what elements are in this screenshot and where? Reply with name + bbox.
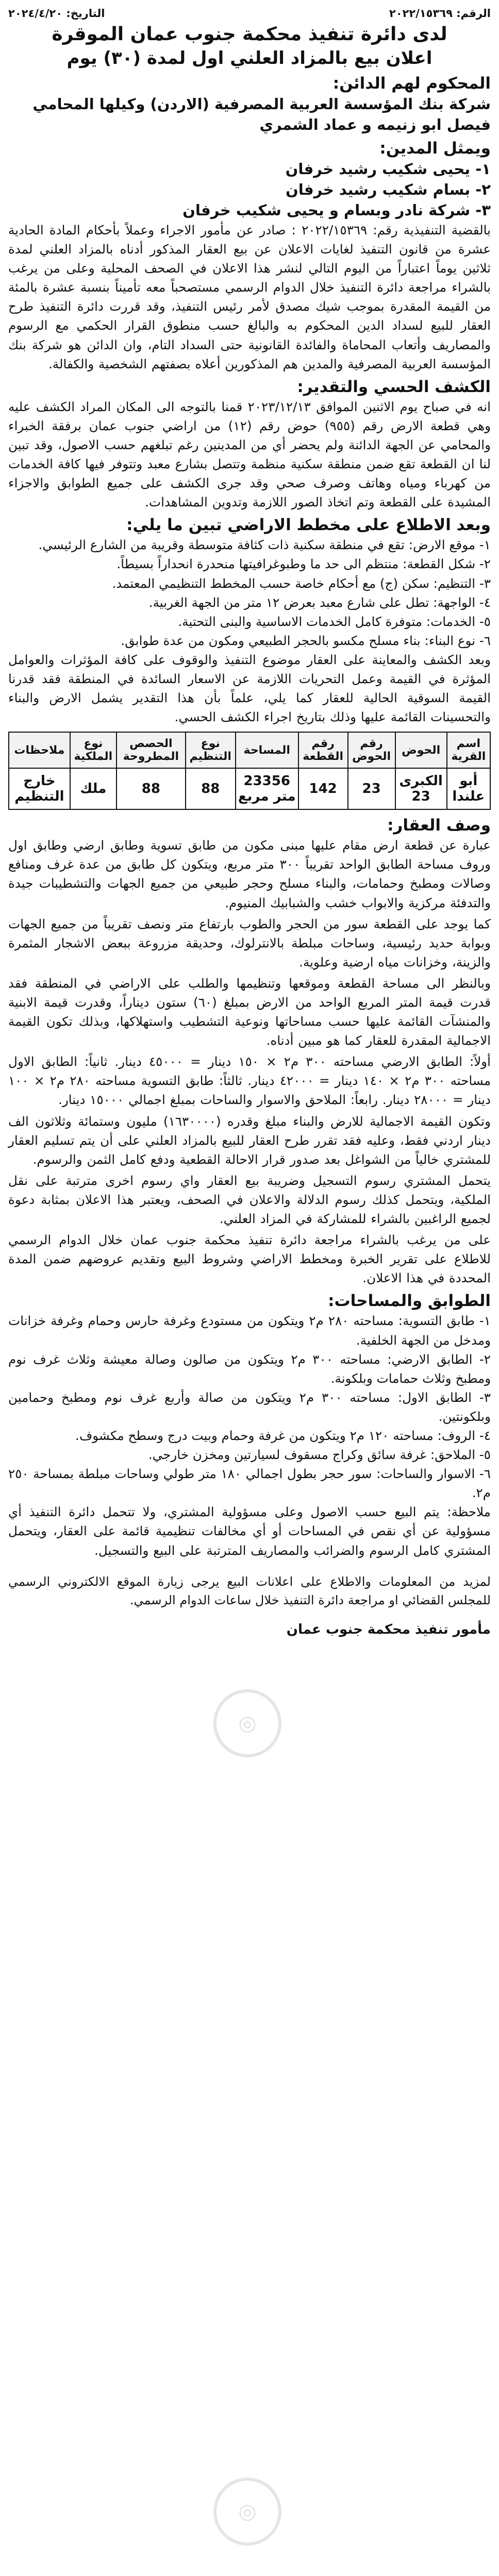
list-item: ٢- الطابق الارضي: مساحته ٣٠٠ م٢ ويتكون من صالون وصالة معيشة وثلاث غرف نوم ومطبخ وثلاث حمامات وبلكونة. bbox=[8, 1351, 491, 1386]
cell-zoning: 88 bbox=[186, 768, 236, 809]
cell-basin: الكبرى 23 bbox=[395, 768, 447, 809]
list-item: ٣- الطابق الاول: مساحته ٣٠٠ م٢ ويتكون من صالة وأربع غرف نوم ومطبخ وحمامين وبلكونتين. bbox=[8, 1389, 491, 1424]
col-ownership: نوع الملكية bbox=[70, 732, 117, 768]
list-item: ٥- الملاحق: غرفة سائق وكراج مسقوف لسيارتين ومخزن خارجي. bbox=[148, 1447, 491, 1463]
description-paragraph: كما يوجد على القطعة سور من الحجر والطوب بارتفاع متر ونصف تقريباً من جميع الجهات وبوابة حديد رئيسية، وساحات مبلطة بالانترلوك، وحديقة مزروعة ببعض الاشجار المثمرة والزينة، وخزانات مياه ارضية وعلوية. bbox=[8, 916, 491, 970]
findings-title: وبعد الاطلاع على مخطط الاراضي تبين ما يلي: bbox=[126, 516, 491, 535]
col-area: المساحة bbox=[236, 732, 298, 768]
cell-ownership: ملك bbox=[70, 768, 117, 809]
list-item: ١- طابق التسوية: مساحته ٢٨٠ م٢ ويتكون من مستودع وغرفة حارس وحمام وغرفة خزانات ومدخل من الجهة الخلفية. bbox=[8, 1313, 491, 1348]
schedule-list bbox=[8, 1311, 491, 1502]
reference-line bbox=[8, 7, 491, 20]
cell-parcel-no: 142 bbox=[298, 768, 348, 809]
watermark-ring-icon: ◎ bbox=[213, 1689, 281, 1757]
creditor-name: شركة بنك المؤسسة العربية المصرفية (الاردن) وكيلها المحامي فيصل ابو زنيمه و عماد الشمري bbox=[32, 95, 491, 133]
col-zoning: نوع التنظيم bbox=[186, 732, 236, 768]
notice-title: اعلان بيع بالمزاد العلني اول لمدة (٣٠) يوم bbox=[66, 48, 433, 69]
list-item: ٥- الخدمات: متوفرة كامل الخدمات الاساسية والبنى التحتية. bbox=[178, 614, 491, 629]
cell-area: 23356 متر مربع bbox=[236, 768, 298, 809]
valuation-note: وبعد الكشف والمعاينة على العقار موضوع التنفيذ والوقوف على كافة المؤثرات والعوامل المؤثرة في القيمة وعمل التحريات اللازمة عن الاسعار السائدة في المنطقة فقد قدرنا القيمة السوقية الحالية للعقار كما يلي، علماً بأن هذا التقدير يشمل الارض والبناء والتحسينات القائمة عليها وذلك بتاريخ اجراء الكشف الحسي. bbox=[8, 652, 491, 725]
debtor-3: ٣- شركة نادر وبسام و يحيى شكيب خرفان bbox=[182, 201, 491, 219]
watermark-ring-icon: ◎ bbox=[213, 2478, 281, 2546]
inspection-title: الكشف الحسي والتقدير: bbox=[297, 377, 491, 396]
closing-note: ملاحظة: يتم البيع حسب الاصول وعلى مسؤولية المشتري، ولا تتحمل دائرة التنفيذ أي مسؤولية عن أي نقص في المساحات أو أي مخالفات تنظيمية قائمة على العقار، ويتحمل المشتري كامل الرسوم والضرائب والمصاريف المترتبة على البيع والتسجيل. bbox=[8, 1504, 491, 1558]
list-item: ٤- الروف: مساحته ١٢٠ م٢ ويتكون من غرفة وحمام وبيت درج وسطح مكشوف. bbox=[75, 1428, 491, 1443]
parcel-table bbox=[8, 732, 491, 810]
notice-date: التاريخ: ٢٠٢٤/٤/٢٠ bbox=[8, 7, 105, 20]
inspection-paragraph: انه في صباح يوم الاثنين الموافق ٢٠٢٣/١٢/١٣ قمنا بالتوجه الى المكان المراد الكشف عليه وهي قطعة الارض رقم (٩٥٥) حوض رقم (١٢) من اراضي جنوب عمان برفقة الخبراء والمحامي عن الجهة الدائنة ولم يحضر أي من المدينين رغم تبلغهم حسب الاصول، وقد تبين لنا ان القطعة تقع ضمن منطقة سكنية منظمة وتتصل بشارع معبد وتتوفر فيها كافة الخدمات من كهرباء ومياه وهاتف وصرف صحي وقد جرى الكشف على جميع الطوابق والاجزاء المشيدة على القطعة وتم اتخاذ الصور اللازمة وتدوين المشاهدات. bbox=[8, 399, 491, 510]
table-header-row bbox=[9, 732, 490, 768]
description-title: وصف العقار: bbox=[387, 816, 491, 835]
cell-shares: 88 bbox=[117, 768, 186, 809]
intro-paragraph: بالقضية التنفيذية رقم: ٢٠٢٢/١٥٣٦٩ : صادر عن مأمور الاجراء وعملاً بأحكام المادة الحادية عشرة من قانون التنفيذ لغايات الاعلان عن بيع العقار المذكور أدناه بالمزاد العلني لمدة ثلاثين يوماً اعتباراً من اليوم التالي لنشر هذا الاعلان في الصحف المحلية وعلى من يرغب بالشراء مراجعة دائرة التنفيذ خلال الدوام الرسمي مستصحباً معه تأميناً بنسبة عشرة بالمئة من القيمة المقدرة بموجب شيك مصدق لأمر رئيس التنفيذ، وقد قررت دائرة التنفيذ طرح العقار للبيع لسداد الدين المحكوم به والبالغ حسب منطوق القرار الحكمي مع الرسوم والمصاريف وأتعاب المحاماة والفائدة القانونية حتى السداد التام، وان الدائن هو شركة بنك المؤسسة العربية المصرفية والمدين هم المذكورين أعلاه بصفتهم الشخصية والكفالة. bbox=[8, 223, 491, 371]
debtor-2: ٢- بسام شكيب رشيد خرفان bbox=[286, 181, 491, 198]
description-paragraph: عبارة عن قطعة ارض مقام عليها مبنى مكون من طابق تسوية وطابق ارضي وطابق اول وروف مساحة الطابق الواحد تقريباً ٣٠٠ متر مربع، ويتكون كل طابق من عدة غرف ومنافع وصالات ومطبخ وحمامات، والبناء مسلح وحجر طبيعي من جميع الجهات والتشطيبات جيدة والتدفئة مركزية والابواب خشب والشبابيك المنيوم. bbox=[8, 838, 491, 910]
col-shares: الحصص المطروحة bbox=[117, 732, 186, 768]
debtor-1: ١- يحيى شكيب رشيد خرفان bbox=[285, 160, 491, 178]
description-paragraph: أولاً: الطابق الارضي مساحته ٣٠٠ م٢ × ١٥٠ دينار = ٤٥٠٠٠ دينار. ثانياً: الطابق الاول مساحته ٣٠٠ م٢ × ١٤٠ دينار = ٤٢٠٠٠ دينار. ثالثاً: طابق التسوية مساحته ٢٨٠ م٢ × ١٠٠ دينار = ٢٨٠٠٠ دينار. رابعاً: الملاحق والاسوار والساحات بمبلغ اجمالي ١٥٠٠٠ دينار. bbox=[8, 1054, 491, 1108]
description-paragraph: على من يرغب بالشراء مراجعة دائرة تنفيذ محكمة جنوب عمان خلال الدوام الرسمي للاطلاع على تقرير الخبرة ومخطط الاراضي وشروط البيع وتقديم عروضهم ضمن المدة المحددة في هذا الاعلان. bbox=[8, 1232, 491, 1286]
col-notes: ملاحظات bbox=[9, 732, 70, 768]
list-item: ٦- نوع البناء: بناء مسلح مكسو بالحجر الطبيعي ومكون من عدة طوابق. bbox=[121, 633, 491, 648]
schedule-title: الطوابق والمساحات: bbox=[328, 1292, 491, 1311]
creditor-label: المحكوم لهم الدائن: bbox=[332, 74, 491, 93]
list-item: ١- موقع الارض: تقع في منطقة سكنية ذات كثافة متوسطة وقريبة من الشارع الرئيسي. bbox=[38, 537, 491, 553]
col-basin: الحوض bbox=[395, 732, 447, 768]
list-item: ٣- التنظيم: سكن (ج) مع أحكام خاصة حسب المخطط التنظيمي المعتمد. bbox=[112, 575, 491, 591]
description-paragraph: وتكون القيمة الاجمالية للارض والبناء مبلغ وقدره (١٦٣٠٠٠٠) مليون وستمائة وثلاثون الف دينار اردني فقط، وعليه فقد تقرر طرح العقار للبيع بالمزاد العلني على أن يتم تسليم العقار للمشتري خالياً من الشواغل بعد صدور قرار الاحالة القطعية ودفع كامل الثمن والرسوم. bbox=[8, 1113, 491, 1167]
court-name: لدى دائرة تنفيذ محكمة جنوب عمان الموقرة bbox=[52, 24, 447, 45]
list-item: ٢- شكل القطعة: منتظم الى حد ما وطبوغرافيتها منحدرة انحداراً بسيطاً. bbox=[117, 556, 491, 572]
description-paragraph: وبالنظر الى مساحة القطعة وموقعها وتنظيمها والطلب على الاراضي في المنطقة فقد قدرت قيمة المتر المربع الواحد من الارض بمبلغ (٦٠) ستون ديناراً، وقدرت قيمة الابنية والمنشآت القائمة عليها حسب مساحاتها ونوعية التشطيب واستهلاكها، وبذلك تكون القيمة الاجمالية المقدرة للعقار كما هو مبين أدناه. bbox=[8, 975, 491, 1048]
col-parcel-no: رقم القطعة bbox=[298, 732, 348, 768]
col-basin-no: رقم الحوض bbox=[348, 732, 395, 768]
findings-list bbox=[8, 535, 491, 650]
reference-number: الرقم: ٢٠٢٢/١٥٣٦٩ bbox=[389, 7, 491, 20]
table-row bbox=[9, 768, 490, 809]
cell-village: أبو علندا bbox=[447, 768, 490, 809]
col-village: اسم القرية bbox=[447, 732, 490, 768]
watermark-logo bbox=[155, 1680, 340, 1767]
list-item: ٦- الاسوار والساحات: سور حجر بطول اجمالي ١٨٠ متر طولي وساحات مبلطة بمساحة ٢٥٠ م٢. bbox=[8, 1466, 491, 1501]
watermark-logo bbox=[155, 2468, 340, 2555]
cell-notes: خارج التنظيم bbox=[9, 768, 70, 809]
cell-basin-no: 23 bbox=[348, 768, 395, 809]
list-item: ٤- الواجهة: تطل على شارع معبد بعرض ١٢ متر من الجهة الغربية. bbox=[148, 595, 491, 610]
description-paragraph: يتحمل المشتري رسوم التسجيل وضريبة بيع العقار واي رسوم اخرى مترتبة على نقل الملكية، ويتحمل كذلك رسوم الدلالة والاعلان في الصحف، ويعتبر هذا الاعلان بمثابة دعوة لجميع الراغبين بالشراء للمشاركة في المزاد العلني. bbox=[8, 1173, 491, 1227]
website-note: لمزيد من المعلومات والاطلاع على اعلانات البيع يرجى زيارة الموقع الالكتروني الرسمي للمجلس القضائي او مراجعة دائرة التنفيذ خلال ساعات الدوام الرسمي. bbox=[8, 1574, 491, 1607]
debtor-label: ويمثل المدين: bbox=[379, 139, 491, 158]
signature: مأمور تنفيذ محكمة جنوب عمان bbox=[286, 1621, 491, 1637]
